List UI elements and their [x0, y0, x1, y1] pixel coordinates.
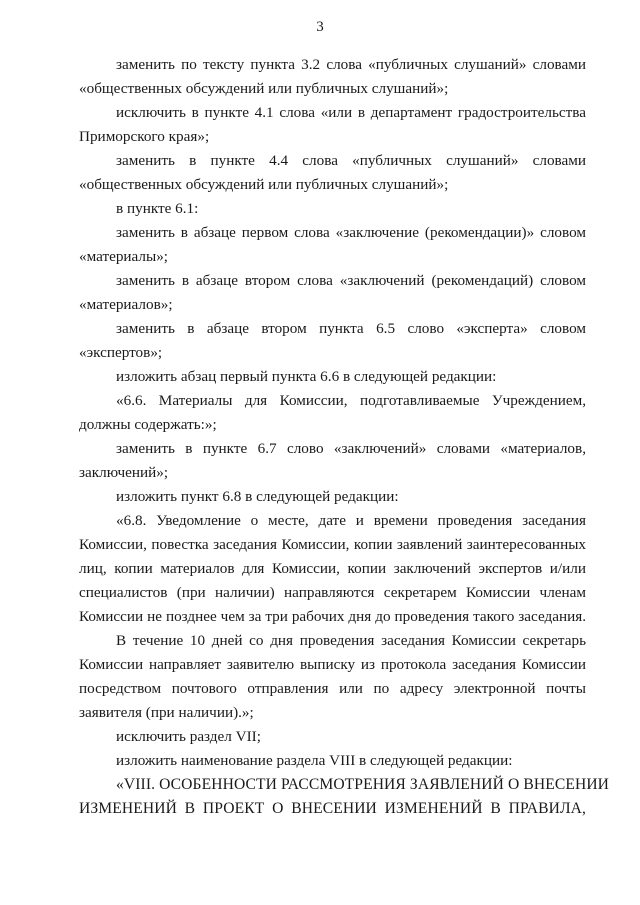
text-line: В течение 10 дней со дня проведения заседания Комиссии секретарь [116, 632, 586, 649]
text-line: заменить в абзаце втором слова «заключений (рекомендаций) словом [116, 272, 586, 289]
text-line: изложить абзац первый пункта 6.6 в следующей редакции: [116, 368, 497, 385]
text-line: заменить в абзаце первом слова «заключение (рекомендации)» словом [116, 224, 586, 241]
text-line: заявителя (при наличии).»; [79, 704, 254, 721]
text-line: заменить по тексту пункта 3.2 слова «публичных слушаний» словами [116, 56, 586, 73]
text-line: Приморского края»; [79, 128, 210, 145]
text-line: «6.8. Уведомление о месте, дате и времени проведения заседания [116, 512, 586, 529]
text-line: лиц, копии материалов для Комиссии, копии заключений экспертов и/или [79, 560, 586, 577]
page-number: 3 [316, 19, 324, 35]
text-line: «экспертов»; [79, 344, 163, 361]
text-line: «6.6. Материалы для Комиссии, подготавливаемые Учреждением, [116, 392, 586, 409]
text-line: изложить наименование раздела VIII в следующей редакции: [116, 752, 513, 769]
text-line: заключений»; [79, 464, 169, 481]
text-line: «материалов»; [79, 296, 173, 313]
text-line: посредством почтового отправления или по адресу электронной почты [79, 680, 586, 697]
text-line: заменить в пункте 4.4 слова «публичных слушаний» словами [116, 152, 586, 169]
text-line: в пункте 6.1: [116, 200, 199, 217]
text-line: «VIII. ОСОБЕННОСТИ РАССМОТРЕНИЯ ЗАЯВЛЕНИЙ О ВНЕСЕНИИ [116, 776, 610, 793]
text-line: «материалы»; [79, 248, 169, 265]
text-line: заменить в абзаце втором пункта 6.5 слово «эксперта» словом [116, 320, 586, 337]
text-line: заменить в пункте 6.7 слово «заключений» словами «материалов, [116, 440, 586, 457]
text-line: исключить в пункте 4.1 слова «или в департамент градостроительства [116, 104, 586, 121]
text-line: изложить пункт 6.8 в следующей редакции: [116, 488, 399, 505]
text-line: специалистов (при наличии) направляются секретарем Комиссии членам [79, 584, 586, 601]
text-line: «общественных обсуждений или публичных слушаний»; [79, 176, 449, 193]
text-line: должны содержать:»; [79, 416, 217, 433]
text-line: Комиссии не позднее чем за три рабочих дня до проведения такого заседания. [79, 608, 586, 625]
text-line: Комиссии, повестка заседания Комиссии, копии заявлений заинтересованных [79, 536, 586, 553]
text-line: Комиссии направляет заявителю выписку из протокола заседания Комиссии [79, 656, 586, 673]
text-line: ИЗМЕНЕНИЙ В ПРОЕКТ О ВНЕСЕНИИ ИЗМЕНЕНИЙ В ПРАВИЛА, [79, 800, 586, 817]
document-body [79, 53, 610, 821]
text-line: исключить раздел VII; [116, 728, 261, 745]
text-line: «общественных обсуждений или публичных слушаний»; [79, 80, 449, 97]
